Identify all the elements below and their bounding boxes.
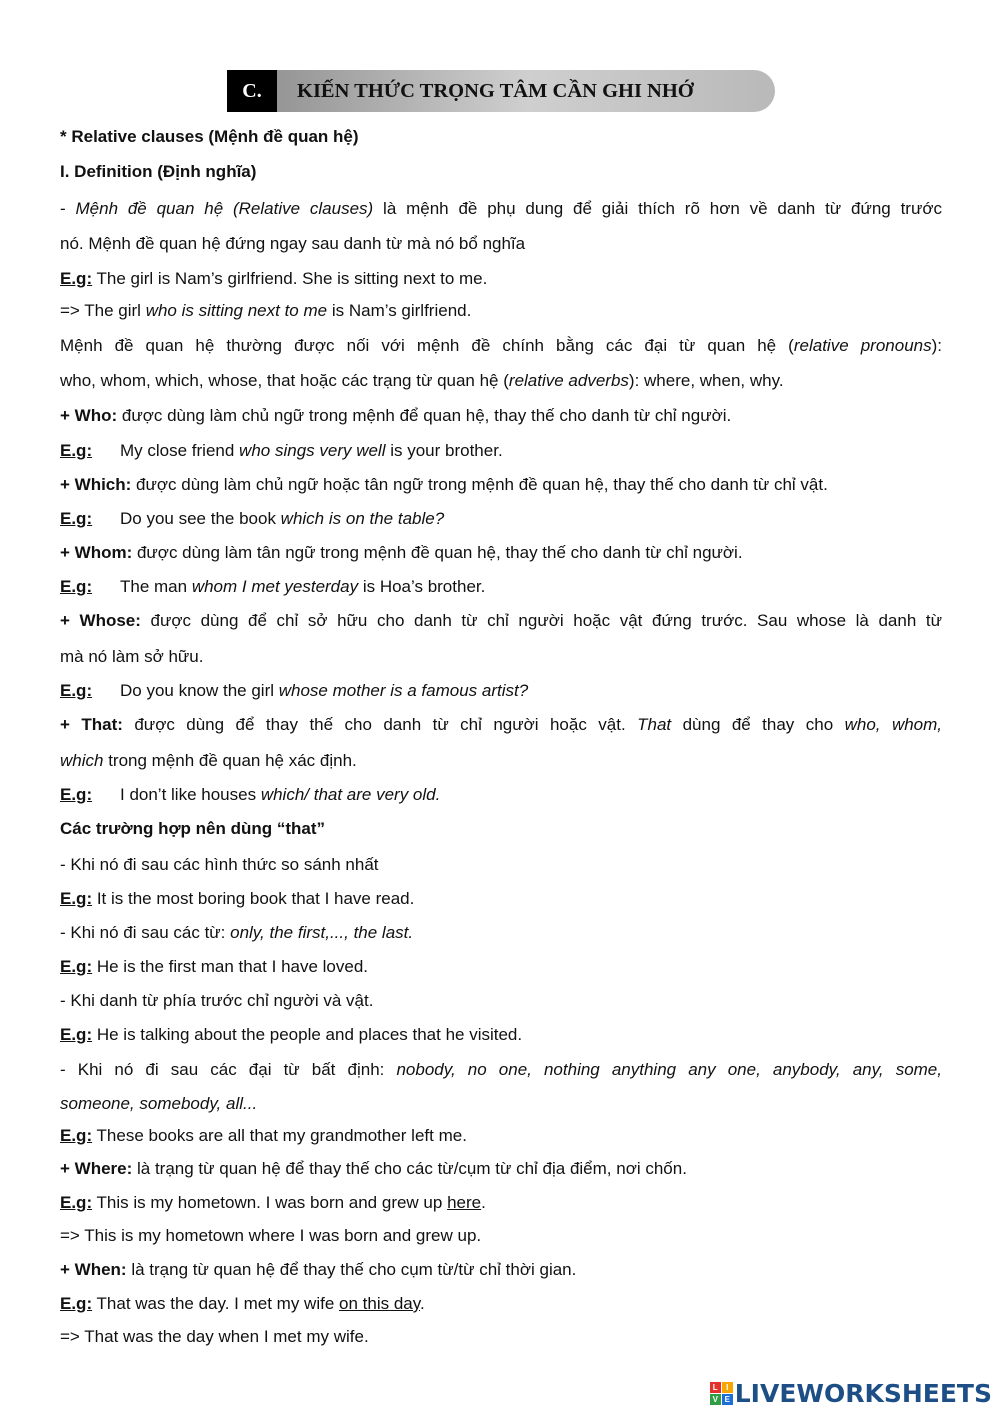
when-rule: + When: là trạng từ quan hệ để thay thế cho cụm từ/từ chỉ thời gian.	[60, 1260, 577, 1279]
section-letter: C.	[227, 70, 277, 112]
use-that-case-1-example: E.g: It is the most boring book that I have read.	[60, 889, 415, 908]
whose-rule-line1: + Whose: được dùng để chỉ sở hữu cho danh từ chỉ người hoặc vật đứng trước. Sau whose là danh từ	[60, 611, 942, 630]
example-1: E.g: The girl is Nam’s girlfriend. She is sitting next to me.	[60, 269, 488, 288]
when-example: E.g: That was the day. I met my wife on this day.	[60, 1294, 425, 1313]
use-that-case-2-example: E.g: He is the first man that I have loved.	[60, 957, 369, 976]
who-rule: + Who: được dùng làm chủ ngữ trong mệnh để quan hệ, thay thế cho danh từ chỉ người.	[60, 406, 732, 425]
use-that-case-4-line2: someone, somebody, all...	[60, 1094, 258, 1113]
logo-mark-cell: L	[710, 1382, 721, 1393]
which-example: E.g: Do you see the book which is on the table?	[60, 509, 445, 528]
use-that-heading: Các trường hợp nên dùng “that”	[60, 819, 326, 838]
use-that-case-4-line1: - Khi nó đi sau các đại từ bất định: nobody, no one, nothing anything any one, anybody, any, some,	[60, 1060, 942, 1079]
use-that-case-4-example: E.g: These books are all that my grandmother left me.	[60, 1126, 467, 1145]
that-example: E.g: I don’t like houses which/ that are very old.	[60, 785, 441, 804]
logo-mark-cell: I	[722, 1382, 733, 1393]
where-example-result: => This is my hometown where I was born and grew up.	[60, 1226, 482, 1245]
section-banner	[227, 70, 775, 112]
logo-mark-icon	[710, 1382, 733, 1405]
where-rule: + Where: là trạng từ quan hệ để thay thế cho các từ/cụm từ chỉ địa điểm, nơi chốn.	[60, 1159, 687, 1178]
logo-mark-cell: E	[722, 1394, 733, 1405]
liveworksheets-logo[interactable]	[710, 1378, 992, 1408]
definition-paragraph-line2: nó. Mệnh đề quan hệ đứng ngay sau danh từ mà nó bổ nghĩa	[60, 234, 526, 253]
whose-example: E.g: Do you know the girl whose mother is a famous artist?	[60, 681, 529, 700]
section-title: KIẾN THỨC TRỌNG TÂM CẦN GHI NHỚ	[297, 80, 694, 102]
that-rule-line1: + That: được dùng để thay thế cho danh từ chỉ người hoặc vật. That dùng để thay cho who, whom,	[60, 715, 943, 734]
use-that-case-3-example: E.g: He is talking about the people and places that he visited.	[60, 1025, 523, 1044]
logo-mark-cell: V	[710, 1394, 721, 1405]
which-rule: + Which: được dùng làm chủ ngữ hoặc tân ngữ trong mệnh đề quan hệ, thay thế cho danh từ chỉ vật.	[60, 475, 828, 494]
whose-rule-line2: mà nó làm sở hữu.	[60, 647, 204, 666]
use-that-case-2: - Khi nó đi sau các từ: only, the first,..., the last.	[60, 923, 414, 942]
definition-paragraph-line1: - Mệnh đề quan hệ (Relative clauses) là mệnh đề phụ dung để giải thích rõ hơn về danh từ đứng trước	[60, 199, 942, 218]
pronouns-paragraph-line2: who, whom, which, whose, that hoặc các trạng từ quan hệ (relative adverbs): where, when, why.	[60, 371, 784, 390]
when-example-result: => That was the day when I met my wife.	[60, 1327, 369, 1346]
use-that-case-3: - Khi danh từ phía trước chỉ người và vật.	[60, 991, 374, 1010]
whom-example: E.g: The man whom I met yesterday is Hoa’s brother.	[60, 577, 486, 596]
that-rule-line2: which trong mệnh đề quan hệ xác định.	[60, 751, 357, 770]
who-example: E.g: My close friend who sings very well is your brother.	[60, 441, 503, 460]
logo-text: LIVEWORKSHEETS	[734, 1378, 992, 1408]
relative-clauses-heading: * Relative clauses (Mệnh đề quan hệ)	[60, 127, 359, 146]
use-that-case-1: - Khi nó đi sau các hình thức so sánh nhất	[60, 855, 379, 874]
whom-rule: + Whom: được dùng làm tân ngữ trong mệnh đề quan hệ, thay thế cho danh từ chỉ người.	[60, 543, 743, 562]
definition-heading: I. Definition (Định nghĩa)	[60, 162, 257, 181]
where-example: E.g: This is my hometown. I was born and grew up here.	[60, 1193, 486, 1212]
example-1-result: => The girl who is sitting next to me is Nam’s girlfriend.	[60, 301, 472, 320]
pronouns-paragraph-line1: Mệnh đề quan hệ thường được nối với mệnh đề chính bằng các đại từ quan hệ (relative pronouns):	[60, 336, 942, 355]
